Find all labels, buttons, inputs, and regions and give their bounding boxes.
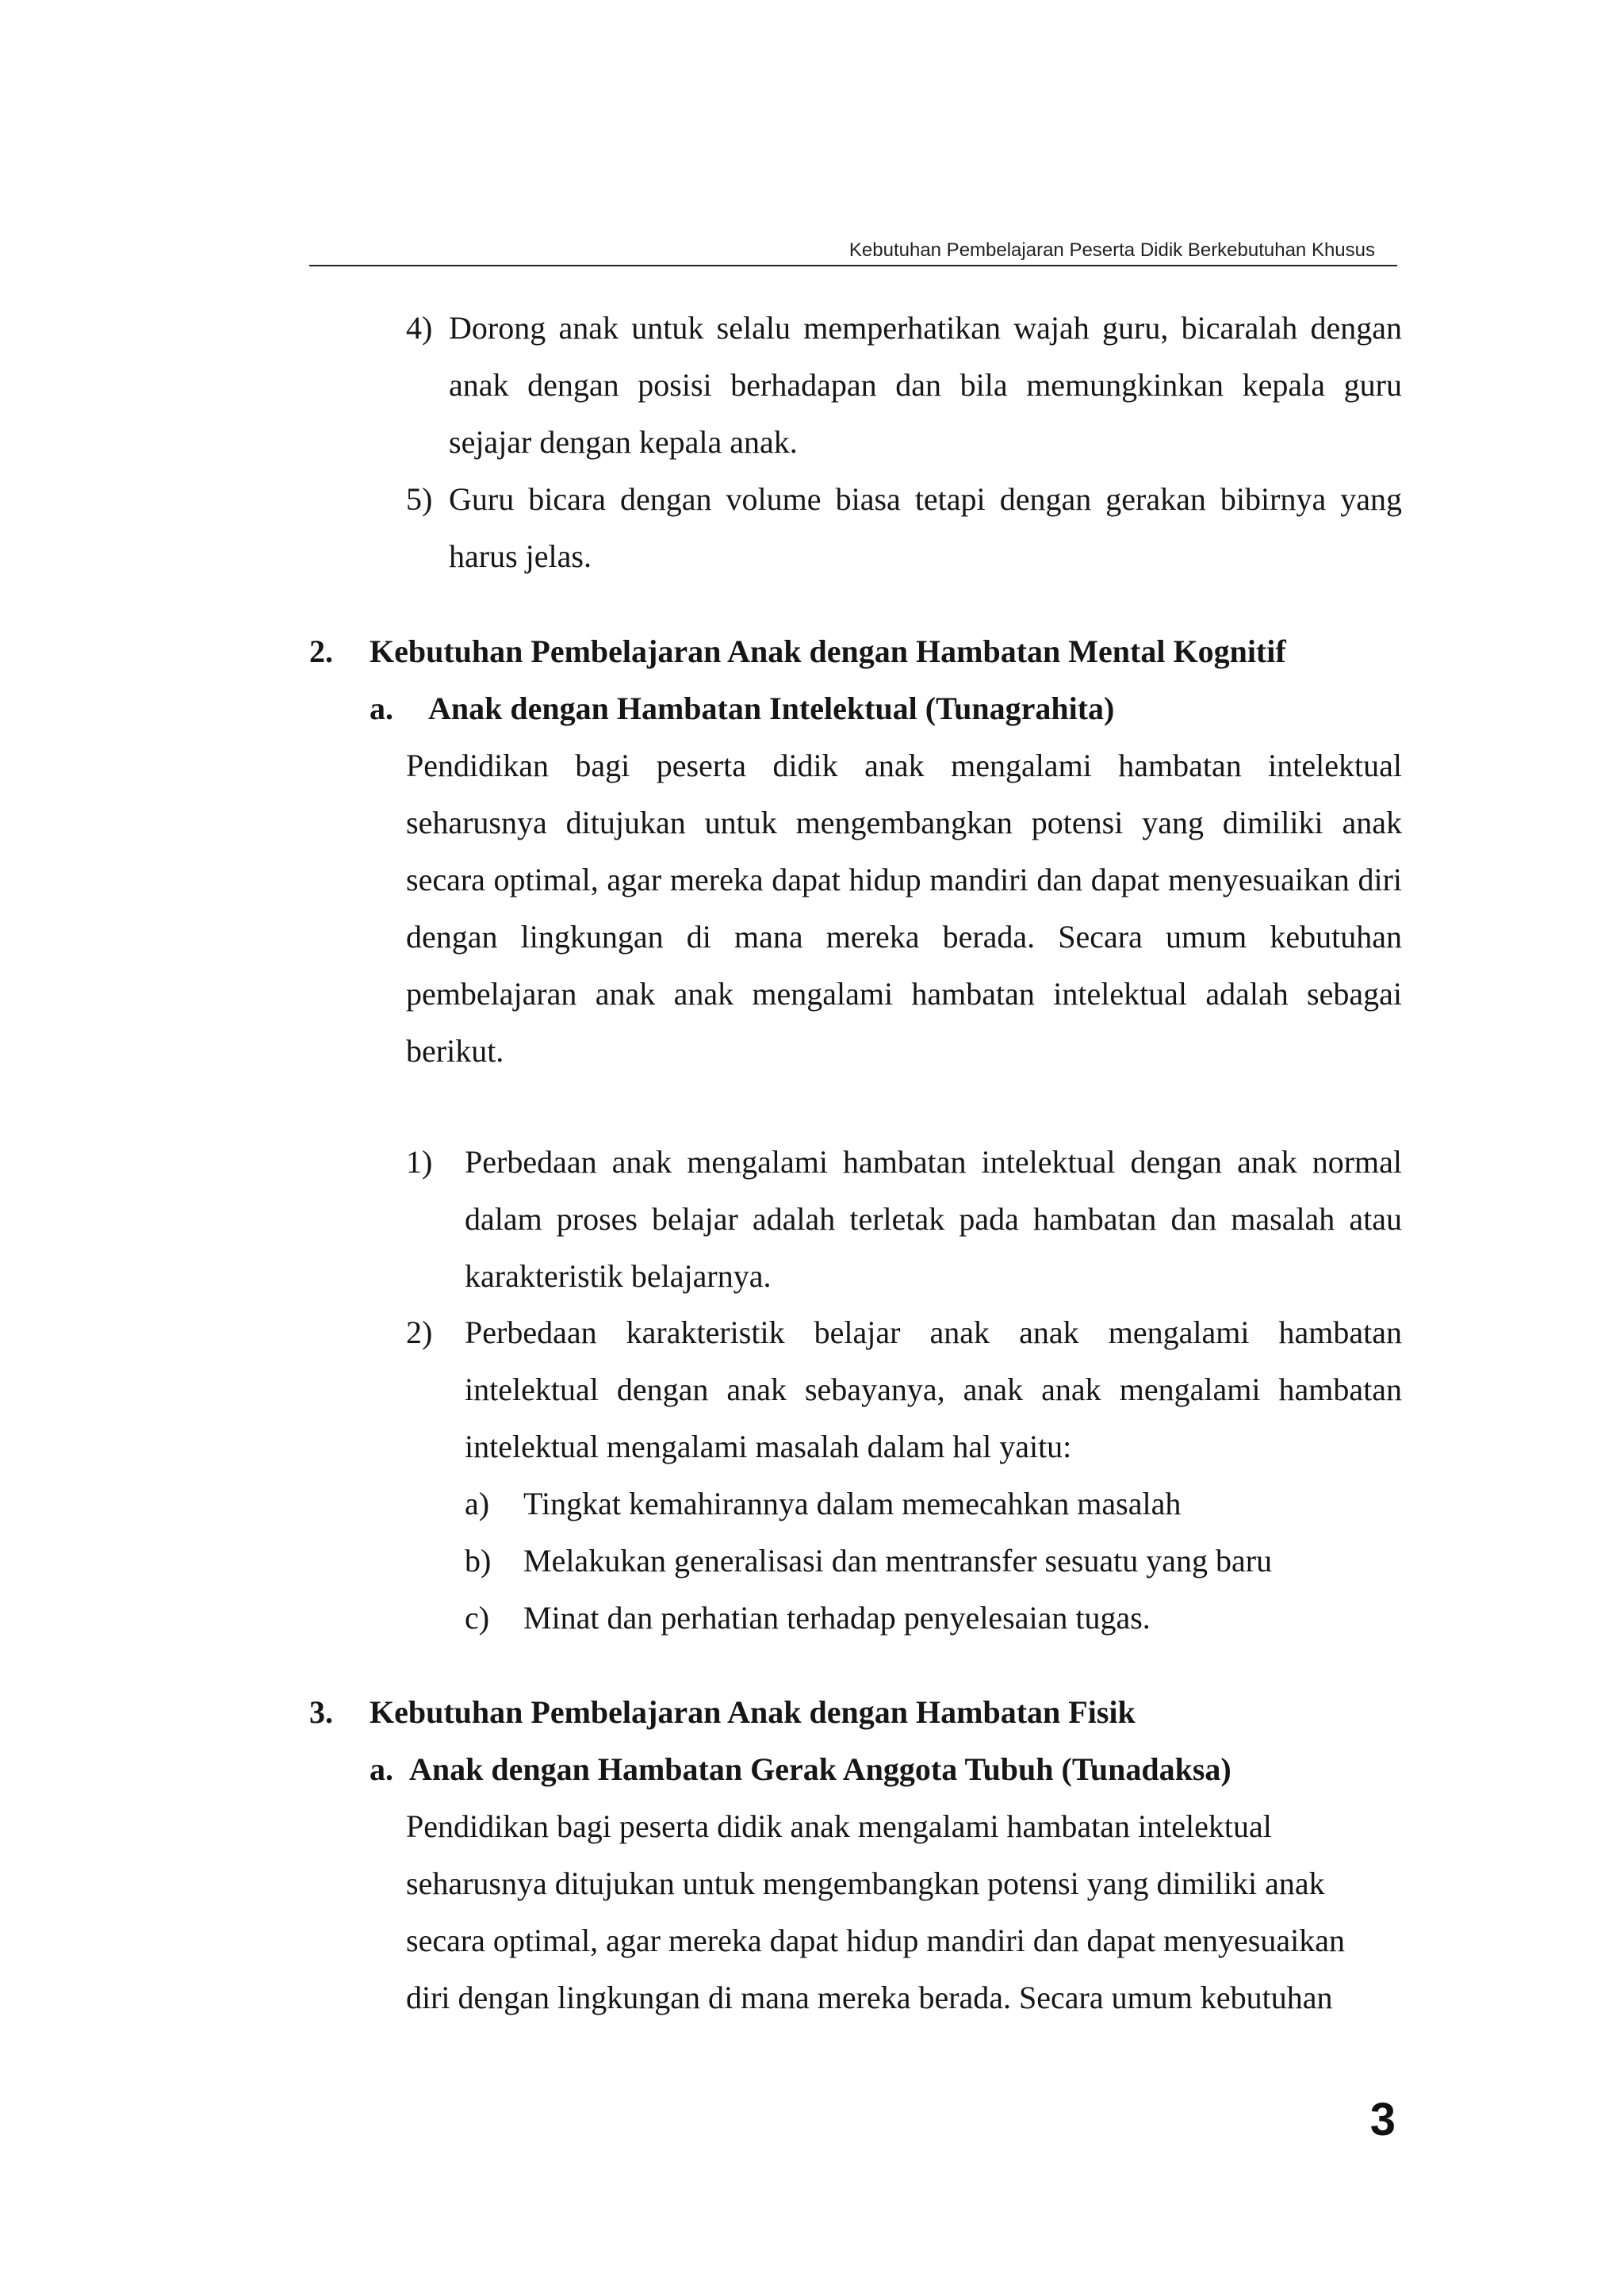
list-item-text: Perbedaan anak mengalami hambatan intelektual dengan anak normal dalam proses belajar adalah terletak pada hambatan dan masalah atau karakteristik belajarnya. [465, 1144, 1402, 1294]
list-item [406, 471, 1402, 585]
list-item [406, 300, 1402, 471]
list-number: 4) [406, 310, 433, 346]
sub-list-number: b) [465, 1543, 492, 1578]
running-header: Kebutuhan Pembelajaran Peserta Didik Berkebutuhan Khusus [309, 239, 1397, 266]
list-item-text: Perbedaan karakteristik belajar anak anak mengalami hambatan intelektual dengan anak sebayanya, anak anak mengalami hambatan intelektual mengalami masalah dalam hal yaitu: [465, 1314, 1402, 1464]
sub-list-item [465, 1533, 1402, 1590]
section-title: Kebutuhan Pembelajaran Anak dengan Hambatan Fisik [370, 1694, 1136, 1730]
sub-list-item-text: Tingkat kemahirannya dalam memecahkan masalah [523, 1486, 1182, 1521]
page-number: 3 [1369, 2094, 1396, 2145]
sub-list-item-text: Minat dan perhatian terhadap penyelesaian tugas. [523, 1600, 1151, 1636]
list-number: 2) [406, 1314, 433, 1350]
sub-list-item [465, 1590, 1402, 1647]
section-heading [309, 1684, 1402, 1741]
section-number: 3. [309, 1694, 333, 1730]
section-number: 2. [309, 633, 333, 669]
subsection-number: a. [370, 691, 393, 726]
paragraph-line: seharusnya ditujukan untuk mengembangkan potensi yang dimiliki anak [406, 1866, 1325, 1901]
section-title: Kebutuhan Pembelajaran Anak dengan Hambatan Mental Kognitif [370, 633, 1286, 669]
section-heading [309, 623, 1402, 680]
sub-list-number: a) [465, 1486, 490, 1521]
sub-list-number: c) [465, 1600, 490, 1636]
list-item-text: Dorong anak untuk selalu memperhatikan wajah guru, bicaralah dengan anak dengan posisi berhadapan dan bila memungkinkan kepala guru sejajar dengan kepala anak. [449, 310, 1402, 460]
list-item-text: Guru bicara dengan volume biasa tetapi dengan gerakan bibirnya yang harus jelas. [449, 481, 1402, 574]
subsection-heading [370, 1741, 1402, 1798]
list-number: 1) [406, 1144, 433, 1180]
paragraph-line: secara optimal, agar mereka dapat hidup mandiri dan dapat menyesuaikan [406, 1923, 1345, 1958]
paragraph-line: Pendidikan bagi peserta didik anak mengalami hambatan intelektual [406, 1808, 1272, 1844]
list-item [406, 1304, 1402, 1475]
list-number: 5) [406, 481, 433, 517]
subsection-title: Anak dengan Hambatan Gerak Anggota Tubuh (Tunadaksa) [409, 1751, 1231, 1787]
subsection-heading [370, 680, 1402, 737]
paragraph [406, 1798, 1402, 2026]
paragraph-line: diri dengan lingkungan di mana mereka berada. Secara umum kebutuhan [406, 1980, 1333, 2015]
paragraph: Pendidikan bagi peserta didik anak mengalami hambatan intelektual seharusnya ditujukan untuk mengembangkan potensi yang dimiliki anak secara optimal, agar mereka dapat hidup mandiri dan dapat menyesuaikan diri dengan lingkungan di mana mereka berada. Secara umum kebutuhan pembelajaran anak anak mengalami hambatan intelektual adalah sebagai berikut. [406, 748, 1402, 1069]
sub-list-item-text: Melakukan generalisasi dan mentransfer sesuatu yang baru [523, 1543, 1273, 1578]
subsection-title: Anak dengan Hambatan Intelektual (Tunagrahita) [428, 691, 1115, 726]
list-item [406, 1134, 1402, 1305]
subsection-number: a. [370, 1751, 393, 1787]
sub-list-item [465, 1475, 1402, 1533]
